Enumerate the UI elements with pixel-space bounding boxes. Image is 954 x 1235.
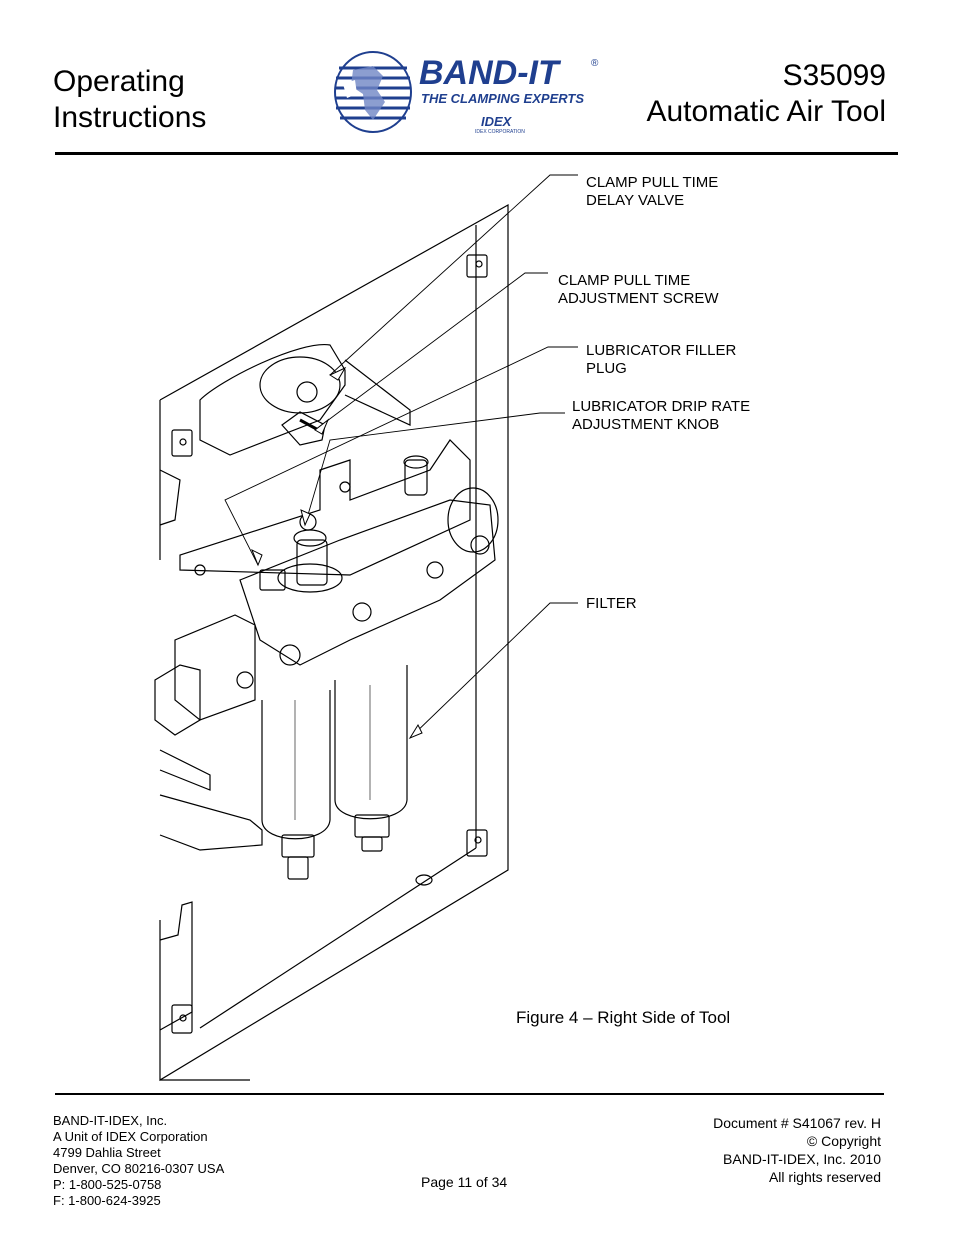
callout-adjustment-screw-line1: CLAMP PULL TIME (558, 272, 691, 289)
footer-doc-number: Document # S41067 rev. H (713, 1115, 881, 1131)
footer-unit: A Unit of IDEX Corporation (53, 1129, 208, 1144)
footer-company: BAND-IT-IDEX, Inc. (53, 1113, 168, 1128)
leader-lines (225, 175, 578, 738)
svg-text:IDEX CORPORATION: IDEX CORPORATION (475, 129, 525, 135)
footer-divider (55, 1093, 884, 1095)
svg-text:IDEX: IDEX (481, 114, 512, 129)
callout-drip-rate-knob (572, 398, 750, 434)
footer-copyright: © Copyright (806, 1133, 881, 1149)
footer-document-info (713, 1114, 881, 1186)
footer-rights: All rights reserved (768, 1169, 881, 1185)
svg-text:BAND-IT: BAND-IT (419, 54, 559, 92)
callout-drip-rate-knob-line2: ADJUSTMENT KNOB (572, 416, 720, 433)
callout-filler-plug-line1: LUBRICATOR FILLER (586, 342, 737, 359)
callout-delay-valve-line2: DELAY VALVE (586, 192, 685, 209)
page-number: Page 11 of 34 (421, 1174, 508, 1190)
header-product-name: Automatic Air Tool (646, 95, 886, 128)
footer-phone: P: 1-800-525-0758 (53, 1177, 162, 1192)
svg-text:THE CLAMPING EXPERTS: THE CLAMPING EXPERTS (421, 91, 585, 106)
callout-filler-plug (586, 342, 736, 378)
callout-drip-rate-knob-line1: LUBRICATOR DRIP RATE (572, 398, 751, 415)
svg-text:®: ® (591, 58, 599, 69)
callout-filter: FILTER (586, 595, 637, 612)
header-left-line2: Instructions (53, 101, 207, 134)
footer-fax: F: 1-800-624-3925 (53, 1193, 161, 1208)
footer-copyright-holder: BAND-IT-IDEX, Inc. 2010 (723, 1151, 881, 1167)
footer-street: 4799 Dahlia Street (53, 1145, 161, 1160)
header-left-line1: Operating (53, 65, 185, 98)
callout-delay-valve (586, 174, 718, 210)
footer-city: Denver, CO 80216-0307 USA (53, 1161, 225, 1176)
figure-caption: Figure 4 – Right Side of Tool (516, 1008, 731, 1027)
mounting-tabs (172, 255, 487, 1033)
callout-delay-valve-line1: CLAMP PULL TIME (586, 174, 719, 191)
callout-adjustment-screw (558, 272, 719, 308)
header-model-number: S35099 (782, 59, 886, 92)
callout-filler-plug-line2: PLUG (586, 360, 627, 377)
footer-address (53, 1113, 224, 1209)
callout-adjustment-screw-line2: ADJUSTMENT SCREW (558, 290, 719, 307)
